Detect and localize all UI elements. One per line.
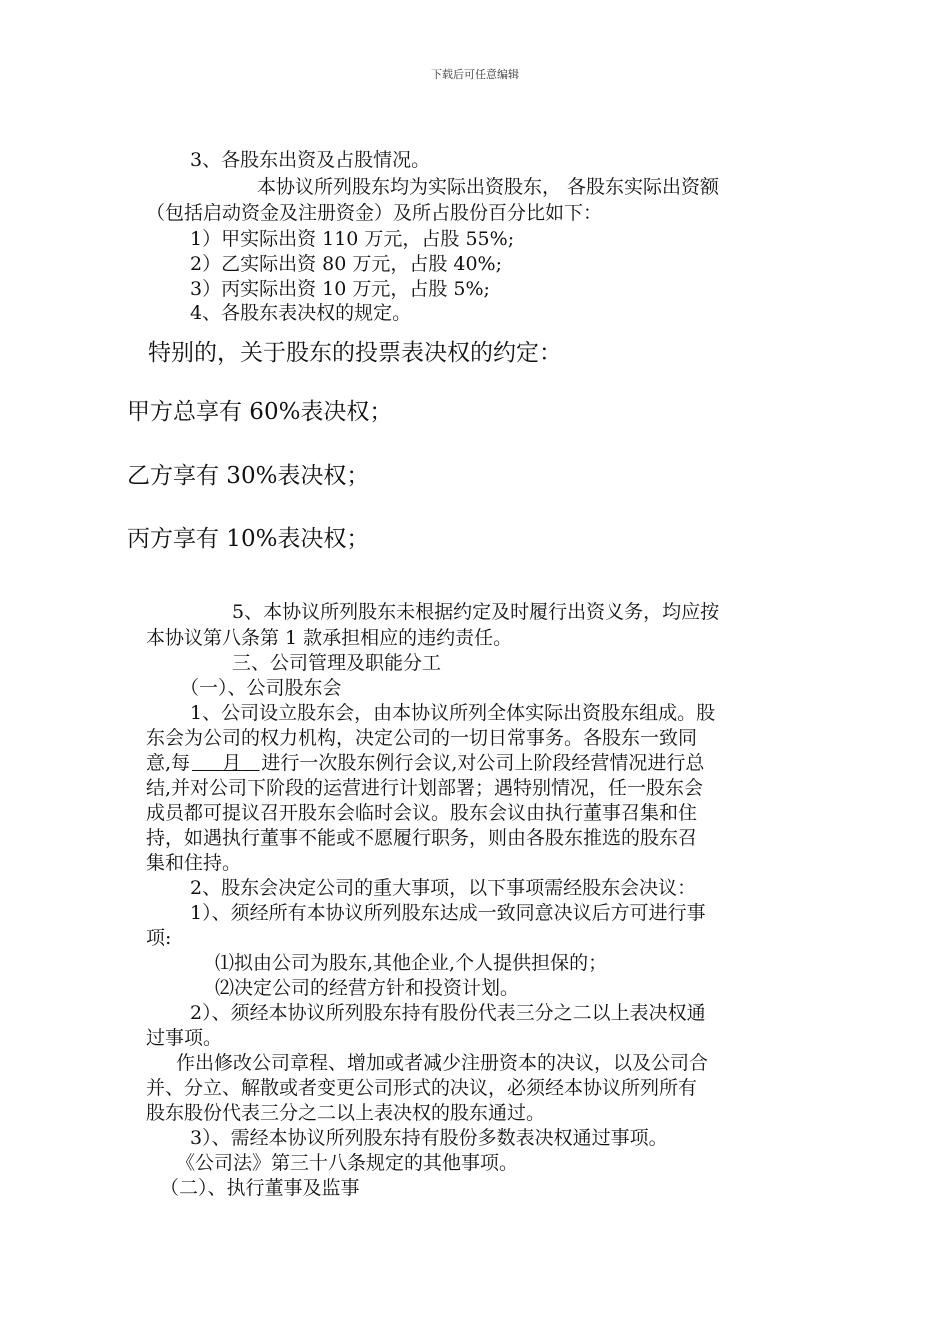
paragraph-text: 意,每 (146, 752, 191, 774)
paragraph-line: 3）、需经本协议所列股东持有股份多数表决权通过事项。 (190, 1127, 668, 1149)
voting-rights-party-b: 乙方享有 30%表决权； (127, 463, 370, 489)
paragraph-line: 1）、须经所有本协议所列股东达成一致同意决议后方可进行事 (190, 902, 706, 924)
paragraph-line: 本协议所列股东均为实际出资股东， 各股东实际出资额 (257, 176, 720, 198)
paragraph-line: 成员都可提议召开股东会临时会议。股东会议由执行董事召集和住 (146, 802, 698, 824)
voting-rights-intro: 特别的，关于股东的投票表决权的约定： (148, 340, 562, 366)
paragraph-line (146, 752, 704, 774)
paragraph-line: 作出修改公司章程、增加或者减少注册资本的决议，以及公司合 (176, 1052, 709, 1074)
list-item-party-b-capital: 2）乙实际出资 80 万元，占股 40%; (190, 253, 503, 275)
section-heading-voting: 4、各股东表决权的规定。 (190, 302, 412, 324)
paragraph-line: 2）、须经本协议所列股东持有股份代表三分之二以上表决权通 (190, 1002, 706, 1024)
paragraph-line: 结,并对公司下阶段的运营进行计划部署；遇特别情况，任一股东会 (146, 777, 704, 799)
paragraph-line: 《公司法》第三十八条规定的其他事项。 (176, 1152, 519, 1174)
paragraph-line: 并、分立、解散或者变更公司形式的决议，必须经本协议所列所有 (146, 1077, 698, 1099)
paragraph-line: 东会为公司的权力机构，决定公司的一切日常事务。各股东一致同 (146, 727, 698, 749)
paragraph-text: 进行一次股东例行会议,对公司上阶段经营情况进行总 (261, 752, 705, 774)
paragraph-line: 1、公司设立股东会，由本协议所列全体实际出资股东组成。股 (190, 702, 716, 724)
blank-field-unit: 月 (222, 752, 242, 774)
paragraph-line: 集和住持。 (146, 852, 242, 874)
paragraph-line: 过事项。 (146, 1027, 223, 1049)
paragraph-line: 股东股份代表三分之二以上表决权的股东通过。 (146, 1102, 546, 1124)
list-item-business-policy: ⑵决定公司的经营方针和投资计划。 (215, 977, 520, 999)
paragraph-line: 5、本协议所列股东未根据约定及时履行出资义务，均应按 (232, 601, 720, 623)
voting-rights-party-c: 丙方享有 10%表决权； (127, 526, 370, 552)
chapter-heading-management: 三、公司管理及职能分工 (232, 652, 442, 674)
paragraph-line: 本协议第八条第 1 款承担相应的违约责任。 (146, 627, 513, 649)
page-header: 下载后可任意编辑 (431, 68, 519, 81)
paragraph-line: 项: (146, 927, 172, 949)
blank-field-month (190, 752, 261, 774)
paragraph-line: 持，如遇执行董事不能或不愿履行职务，则由各股东推选的股东召 (146, 827, 698, 849)
paragraph-line: （包括启动资金及注册资金）及所占股份百分比如下： (146, 202, 603, 224)
subsection-heading-executive-director: （二）、执行董事及监事 (160, 1177, 360, 1199)
voting-rights-party-a: 甲方总享有 60%表决权； (127, 399, 393, 425)
subsection-heading-shareholders-meeting: （一）、公司股东会 (180, 677, 342, 699)
list-item-party-c-capital: 3）丙实际出资 10 万元，占股 5%; (190, 278, 490, 300)
list-item-party-a-capital: 1）甲实际出资 110 万元，占股 55%; (190, 228, 515, 250)
paragraph-line: 2、股东会决定公司的重大事项，以下事项需经股东会决议： (190, 877, 697, 899)
list-item-guarantee: ⑴拟由公司为股东,其他企业,个人提供担保的； (215, 952, 608, 974)
section-heading-capital: 3、各股东出资及占股情况。 (190, 149, 431, 171)
